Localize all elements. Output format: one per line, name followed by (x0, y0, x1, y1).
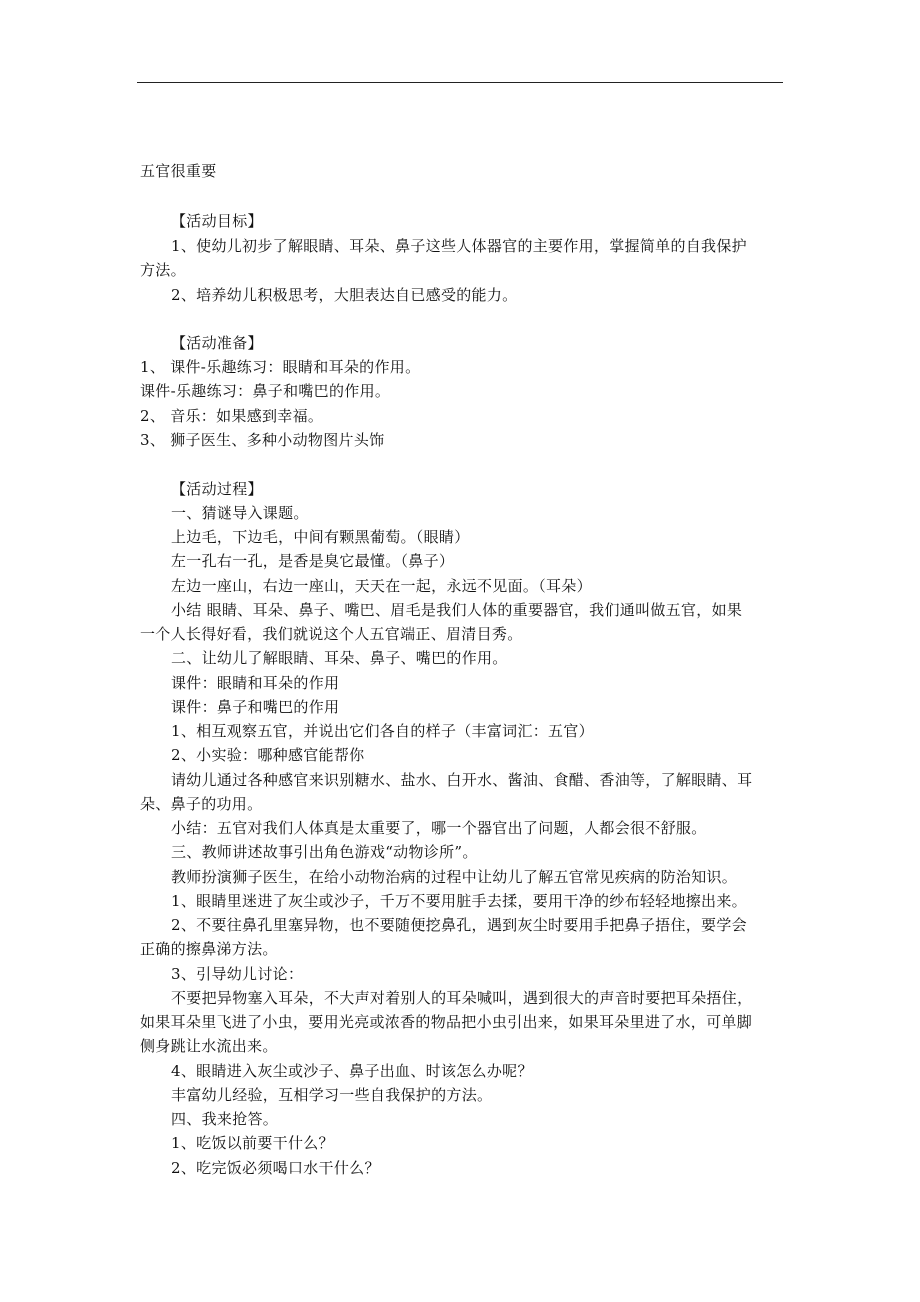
process-line: 2、小实验：哪种感官能帮你 (171, 746, 365, 764)
process-line: 教师扮演狮子医生，在给小动物治病的过程中让幼儿了解五官常见疾病的防治知识。 (171, 868, 738, 886)
process-line: 不要把异物塞入耳朵，不大声对着别人的耳朵喊叫，遇到很大的声音时要把耳朵捂住， (171, 989, 753, 1007)
goals-heading: 【活动目标】 (171, 212, 263, 230)
process-line: 四、我来抢答。 (171, 1110, 279, 1128)
process-line: 如果耳朵里飞进了小虫，要用光亮或浓香的物品把小虫引出来，如果耳朵里进了水，可单脚 (140, 1013, 753, 1031)
process-line: 正确的擦鼻涕方法。 (140, 940, 278, 958)
process-line: 二、让幼儿了解眼睛、耳朵、鼻子、嘴巴的作用。 (171, 649, 508, 667)
prep-item: 课件-乐趣练习：鼻子和嘴巴的作用。 (140, 382, 391, 400)
process-line: 朵、鼻子的功用。 (140, 795, 263, 813)
process-line: 2、不要往鼻孔里塞异物，也不要随便挖鼻孔，遇到灰尘时要用手把鼻子捂住，要学会 (171, 916, 747, 934)
process-line: 请幼儿通过各种感官来识别糖水、盐水、白开水、酱油、食醋、香油等，了解眼睛、耳 (171, 771, 753, 789)
process-line: 一、猜谜导入课题。 (171, 504, 309, 522)
process-line: 2、吃完饭必须喝口水干什么？ (171, 1159, 380, 1177)
process-line: 丰富幼儿经验，互相学习一些自我保护的方法。 (171, 1086, 493, 1104)
process-line: 左一孔右一孔，是香是臭它最懂。（鼻子） (171, 552, 455, 570)
goal-item-continuation: 方法。 (140, 261, 186, 279)
process-line: 1、相互观察五官，并说出它们各自的样子（丰富词汇：五官） (171, 722, 594, 740)
process-heading: 【活动过程】 (171, 480, 263, 498)
prep-item: 1、 课件-乐趣练习：眼睛和耳朵的作用。 (140, 358, 421, 376)
process-line: 4、眼睛进入灰尘或沙子、鼻子出血、时该怎么办呢？ (171, 1062, 533, 1080)
header-rule (137, 82, 783, 83)
process-line: 三、教师讲述故事引出角色游戏“动物诊所”。 (171, 843, 478, 861)
process-line: 上边毛，下边毛，中间有颗黑葡萄。（眼睛） (171, 528, 470, 546)
process-line: 1、吃饭以前要干什么？ (171, 1134, 334, 1152)
process-line: 3、引导幼儿讨论： (171, 965, 304, 983)
process-line: 小结 眼睛、耳朵、鼻子、嘴巴、眉毛是我们人体的重要器官，我们通叫做五官，如果 (171, 601, 743, 619)
goal-item: 1、使幼儿初步了解眼睛、耳朵、鼻子这些人体器官的主要作用，掌握简单的自我保护 (171, 237, 747, 255)
process-line: 侧身跳让水流出来。 (140, 1037, 278, 1055)
process-line: 小结：五官对我们人体真是太重要了，哪一个器官出了问题，人都会很不舒服。 (171, 819, 707, 837)
prep-heading: 【活动准备】 (171, 334, 263, 352)
process-line: 课件：鼻子和嘴巴的作用 (171, 698, 340, 716)
goal-item: 2、培养幼儿积极思考，大胆表达自已感受的能力。 (171, 286, 518, 304)
process-line: 课件：眼睛和耳朵的作用 (171, 674, 340, 692)
prep-item: 3、 狮子医生、多种小动物图片头饰 (140, 431, 385, 449)
process-line: 一个人长得好看，我们就说这个人五官端正、眉清目秀。 (140, 625, 523, 643)
process-line: 左边一座山，右边一座山，天天在一起，永远不见面。（耳朵） (171, 577, 592, 595)
document-title: 五官很重要 (140, 162, 217, 180)
prep-item: 2、 音乐：如果感到幸福。 (140, 407, 324, 425)
process-line: 1、眼睛里迷进了灰尘或沙子，千万不要用脏手去揉，要用干净的纱布轻轻地擦出来。 (171, 892, 747, 910)
